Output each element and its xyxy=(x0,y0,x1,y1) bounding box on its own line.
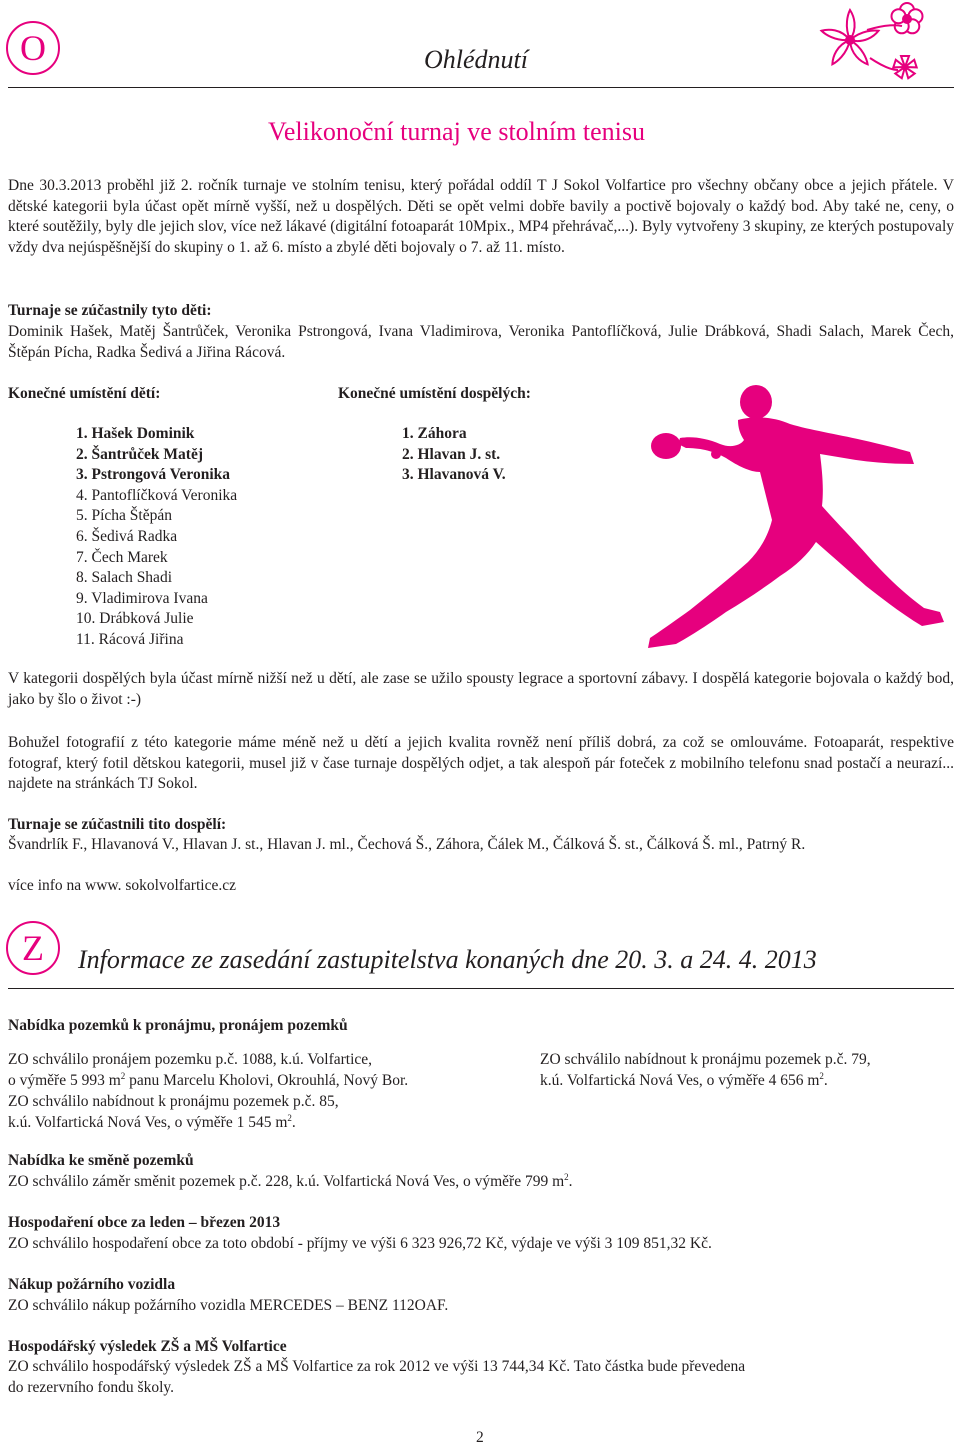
land-right-line-2-tail: . xyxy=(823,1072,828,1089)
land-left-line-2-tail: panu Marcelu Kholovi, Okrouhlá, Nový Bor. xyxy=(125,1072,409,1089)
adults-results-list xyxy=(402,424,506,486)
land-left-line-4-tail: . xyxy=(291,1114,296,1131)
budget-text: ZO schválilo hospodaření obce za toto období - příjmy ve výši 6 323 926,72 Kč, výdaje ve výši 3 109 851,32 Kč. xyxy=(8,1235,712,1252)
school-text-line-2: do rezervního fondu školy. xyxy=(8,1379,175,1396)
page-number: 2 xyxy=(476,1429,484,1446)
swap-text-tail: . xyxy=(568,1173,573,1190)
adults-category-text: V kategorii dospělých byla účast mírně nižší než u dětí, ale zase se užilo spousty legrace a sportovní zábavy. I dospělá kategorie bojovala o každý bod, jako by šlo o život :-) xyxy=(8,670,954,708)
list-item: 3. Hlavanová V. xyxy=(402,466,506,484)
list-item: 9. Vladimirova Ivana xyxy=(76,589,208,607)
kids-participants xyxy=(8,322,954,363)
square-unit: 2 xyxy=(120,1071,126,1081)
adults-participants-text: Švandrlík F., Hlavanová V., Hlavan J. st., Hlavan J. ml., Čechová Š., Záhora, Čálek M., Čálková Š. st., Čálková Š. ml., Patrný R. xyxy=(8,836,806,853)
list-item: 8. Salach Shadi xyxy=(76,569,172,587)
list-item: 4. Pantoflíčková Veronika xyxy=(76,486,238,504)
school-heading: Hospodářský výsledek ZŠ a MŠ Volfartice xyxy=(8,1338,287,1355)
article-title: Velikonoční turnaj ve stolním tenisu xyxy=(268,117,645,146)
land-left-line-4-text: k.ú. Volfartická Nová Ves, o výměře 1 545 m xyxy=(8,1114,288,1131)
budget-heading: Hospodaření obce za leden – březen 2013 xyxy=(8,1214,281,1231)
flower-decoration-icon xyxy=(812,0,960,86)
section2-rule xyxy=(8,988,954,989)
land-right-line-1: ZO schválilo nabídnout k pronájmu pozemek p.č. 79, xyxy=(540,1051,871,1068)
land-heading: Nabídka pozemků k pronájmu, pronájem pozemků xyxy=(8,1017,348,1034)
section-label: Ohlédnutí xyxy=(424,45,528,74)
article-intro-text: Dne 30.3.2013 proběhl již 2. ročník turnaje ve stolním tenisu, který pořádal oddíl T J Sokol Volfartice pro všechny občany obce a jejich přátele. V dětské kategorii byla účast opět mírně vyšší, než u dospělých. Děti se opět velmi dobře bavily a poctivě bojovaly o každý bod. Aby také ne, ceny, o které soutěžily, byly dle jejich slov, více než lákavé (digitální fotoaparát 10Mpix., MP4 přehrávač,...). Byly vytvořeny 3 skupiny, ze kterých postupovaly vždy dva nejúspěšnější do skupiny o 1. až 6. místo a zbylé děti bojovaly o 7. až 11. místo. xyxy=(8,177,954,256)
swap-text-main: ZO schválilo záměr směnit pozemek p.č. 228, k.ú. Volfartická Nová Ves, o výměře 799 m xyxy=(8,1173,565,1190)
table-tennis-player-icon xyxy=(640,380,952,652)
square-unit: 2 xyxy=(287,1113,292,1123)
land-left-line-4 xyxy=(8,1113,296,1134)
header-rule xyxy=(8,87,954,88)
adults-category-paragraph xyxy=(8,669,954,710)
list-item: 10. Drábková Julie xyxy=(76,610,194,628)
truck-heading: Nákup požárního vozidla xyxy=(8,1276,176,1293)
school-text-line-1: ZO schválilo hospodářský výsledek ZŠ a MŠ Volfartice za rok 2012 ve výši 13 744,34 Kč. Tato částka bude převedena xyxy=(8,1358,746,1375)
photos-text: Bohužel fotografií z této kategorie máme méně než u dětí a jejich kvalita rovněž není příliš dobrá, za což se omlouváme. Fotoaparát, respektive fotograf, který fotil dětskou kategorii, musel již v čase turnaje dospělých odjet, a tak alespoň pár foteček z mobilního telefonu snad postačí a neurazí... najdete na stránkách TJ Sokol. xyxy=(8,734,954,792)
list-item: 6. Šedivá Radka xyxy=(76,527,178,545)
list-item: 11. Rácová Jiřina xyxy=(76,630,184,648)
more-info-link[interactable]: více info na www. sokolvolfartice.cz xyxy=(8,877,236,894)
list-item: 1. Hašek Dominik xyxy=(76,425,195,442)
list-item: 3. Pstrongová Veronika xyxy=(76,466,231,484)
section2-title: Informace ze zasedání zastupitelstva konaných dne 20. 3. a 24. 4. 2013 xyxy=(78,945,817,974)
adults-results-heading: Konečné umístění dospělých: xyxy=(338,385,531,402)
kids-participants-heading: Turnaje se zúčastnily tyto děti: xyxy=(8,302,212,319)
land-left-line-2-text: o výměře 5 993 m xyxy=(8,1072,121,1089)
land-left-line-2 xyxy=(8,1071,408,1092)
list-item: 5. Pícha Štěpán xyxy=(76,507,172,525)
list-item: 7. Čech Marek xyxy=(76,548,168,566)
land-right-line-2 xyxy=(540,1071,828,1092)
square-unit: 2 xyxy=(819,1071,824,1081)
kids-results-list xyxy=(76,424,237,651)
list-item: 2. Šantrůček Matěj xyxy=(76,445,203,463)
truck-text: ZO schválilo nákup požárního vozidla MERCEDES – BENZ 112OAF. xyxy=(8,1297,449,1314)
list-item: 2. Hlavan J. st. xyxy=(402,445,501,463)
section-letter-z: Z xyxy=(6,921,60,975)
land-left-line-1: ZO schválilo pronájem pozemku p.č. 1088, k.ú. Volfartice, xyxy=(8,1051,373,1068)
section-letter-o: O xyxy=(6,21,60,75)
land-left-line-3: ZO schválilo nabídnout k pronájmu pozemek p.č. 85, xyxy=(8,1093,339,1110)
list-item: 1. Záhora xyxy=(402,425,467,442)
kids-results-heading: Konečné umístění dětí: xyxy=(8,385,161,402)
photos-paragraph xyxy=(8,733,954,795)
land-right-line-2-text: k.ú. Volfartická Nová Ves, o výměře 4 656 m xyxy=(540,1072,820,1089)
swap-heading: Nabídka ke směně pozemků xyxy=(8,1152,194,1169)
swap-text xyxy=(8,1172,573,1193)
article-intro xyxy=(8,176,954,281)
kids-participants-text: Dominik Hašek, Matěj Šantrůček, Veronika Pstrongová, Ivana Vladimirova, Veronika Pantoflíčková, Julie Drábková, Shadi Salach, Marek Čech, Štěpán Pícha, Radka Šedivá a Jiřina Rácová. xyxy=(8,323,954,361)
square-unit: 2 xyxy=(564,1172,569,1182)
adults-participants-heading: Turnaje se zúčastnili tito dospělí: xyxy=(8,816,227,833)
